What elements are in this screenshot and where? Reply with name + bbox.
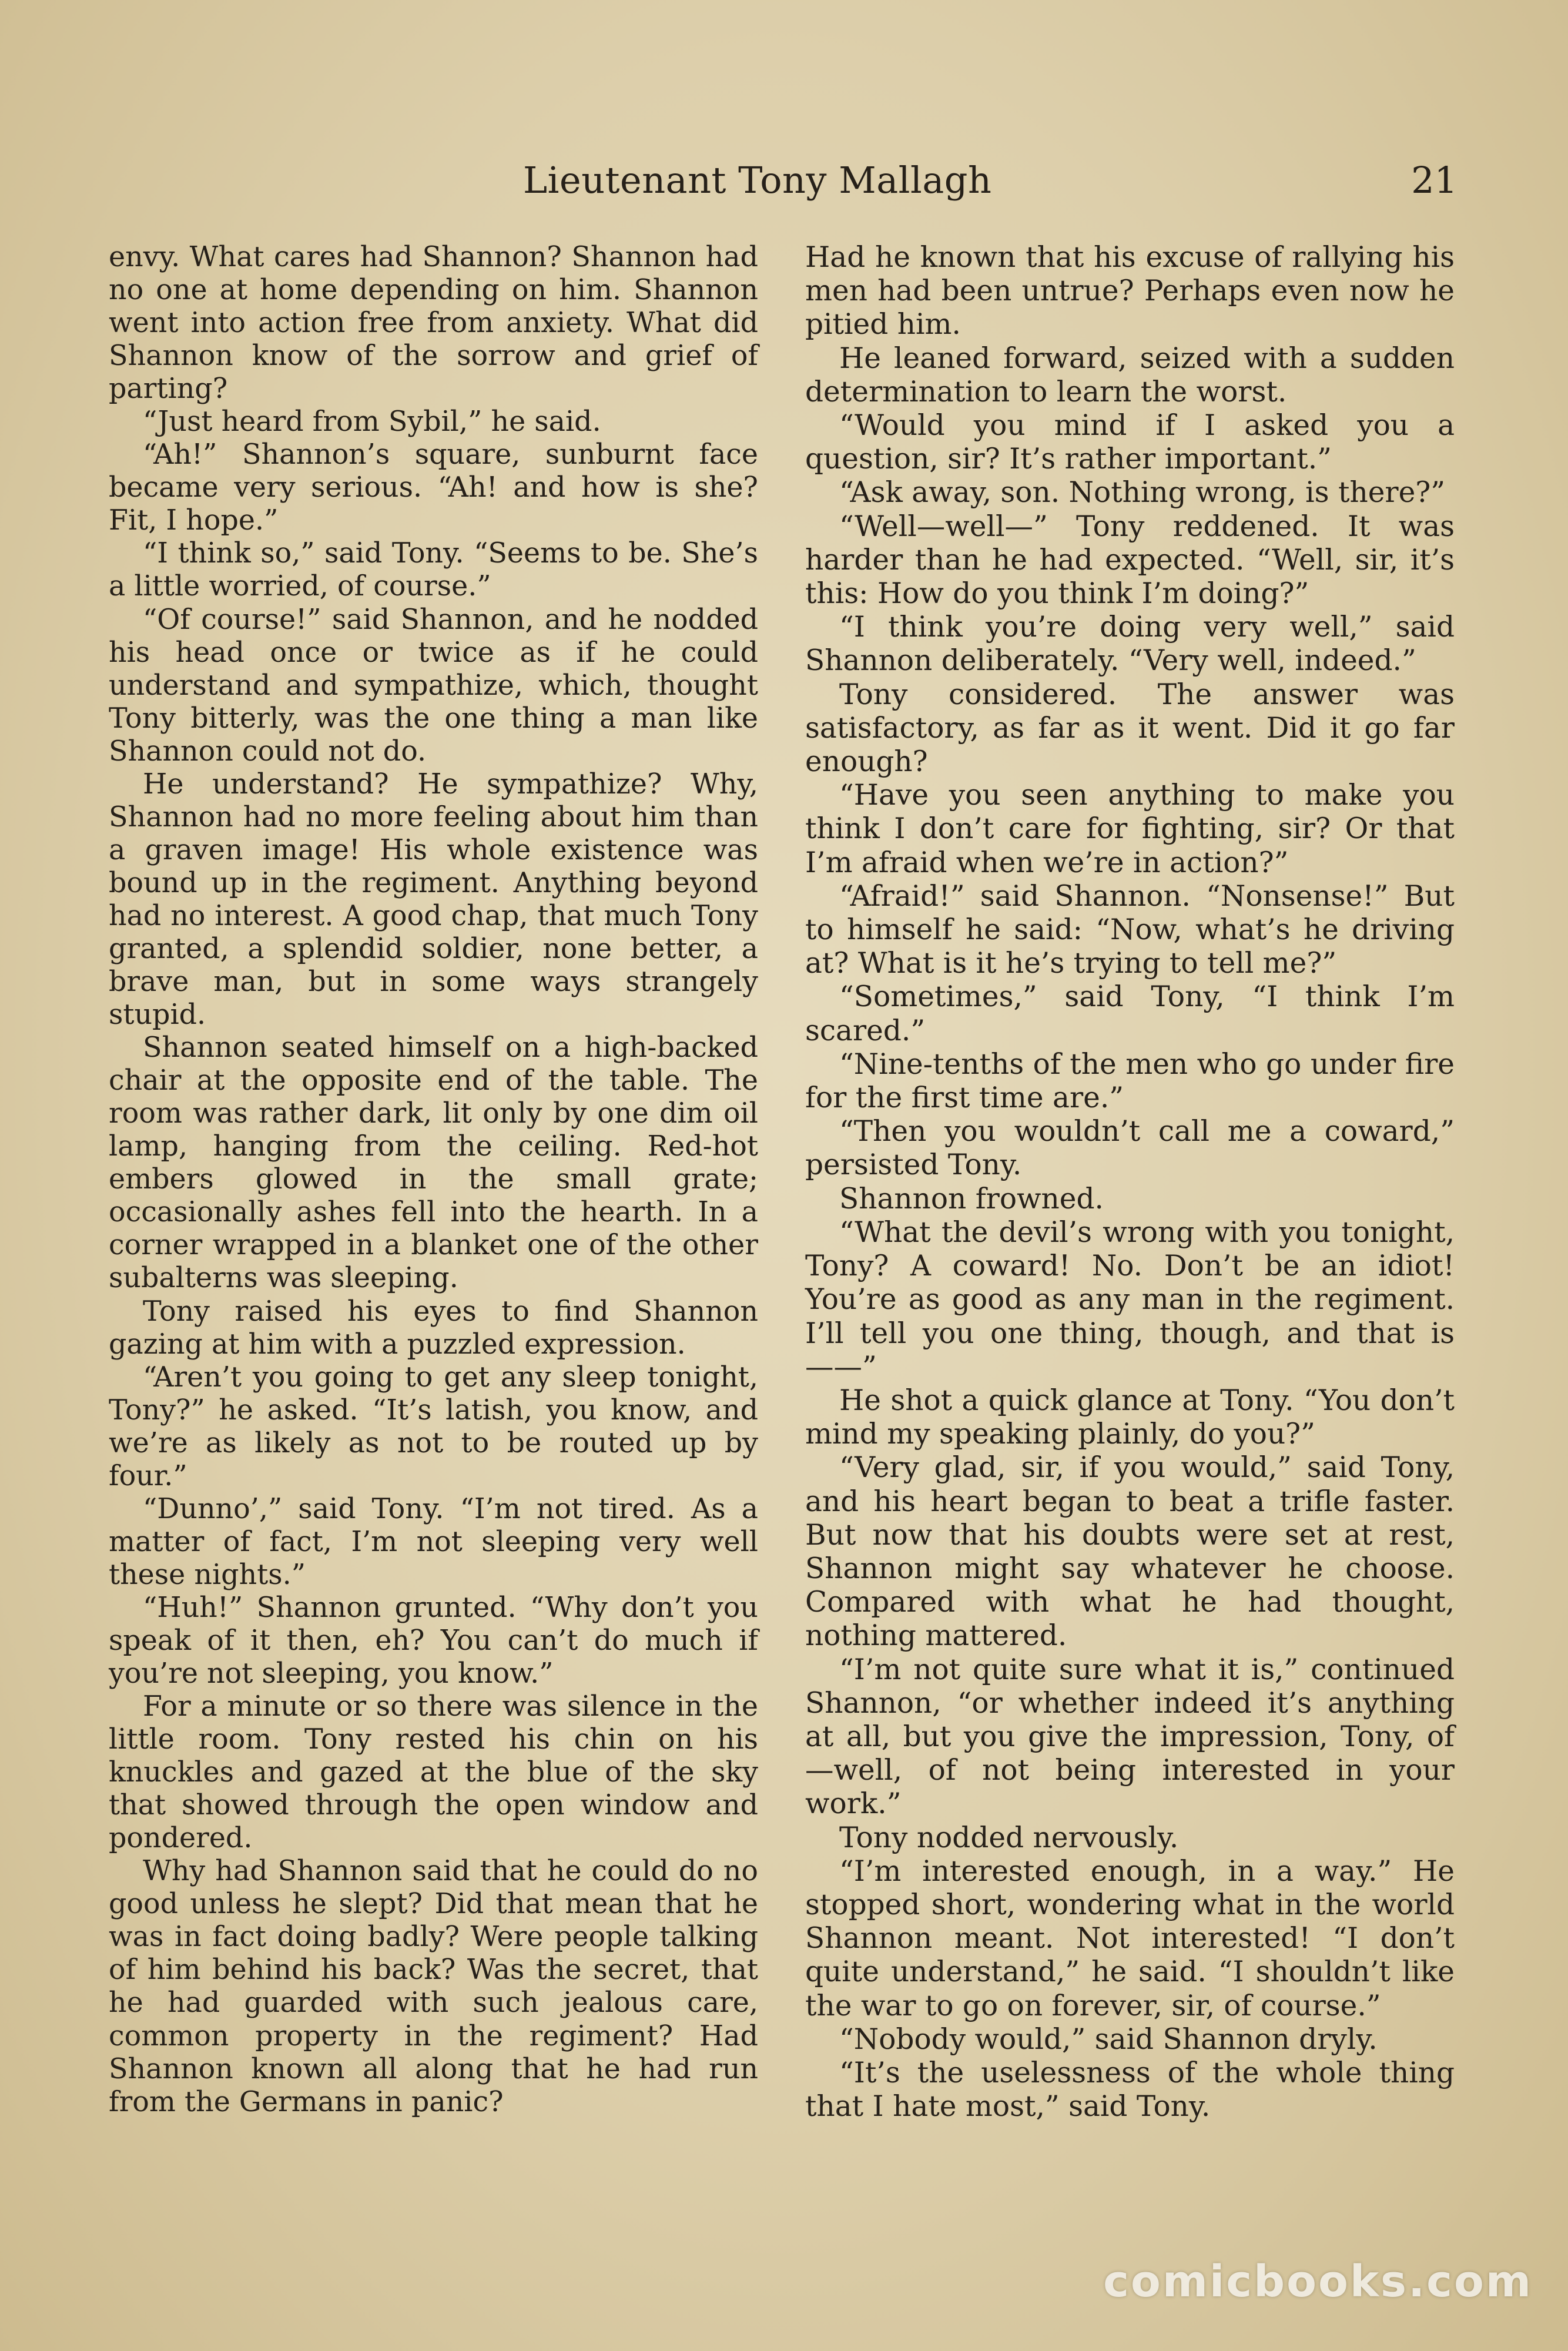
- paragraph: “I think you’re doing very well,” said Shannon deliberately. “Very well, indeed.”: [805, 611, 1455, 678]
- paragraph: envy. What cares had Shannon? Shannon had no one at home depending on him. Shannon went into action free from anxiety. What did Shannon know of the sorrow and grief of parting?: [109, 241, 758, 406]
- paragraph: Tony raised his eyes to find Shannon gazing at him with a puzzled expression.: [109, 1295, 758, 1361]
- paragraph: He shot a quick glance at Tony. “You don’t mind my speaking plainly, do you?”: [805, 1384, 1455, 1451]
- page-header: [112, 154, 1458, 207]
- paragraph: “I’m not quite sure what it is,” continued Shannon, “or whether indeed it’s anything at all, but you give the impression, Tony, of—well, of not being interested in your work.”: [805, 1653, 1455, 1821]
- paragraph: “Ask away, son. Nothing wrong, is there?”: [839, 476, 1446, 510]
- paragraph: “I’m interested enough, in a way.” He stopped short, wondering what in the world Shannon meant. Not interested! “I don’t quite understand,” he said. “I shouldn’t like the war to go on forever, sir, of course.”: [805, 1854, 1455, 2022]
- paragraph: “I think so,” said Tony. “Seems to be. She’s a little worried, of course.”: [109, 537, 758, 603]
- left-text-column: [109, 241, 758, 2119]
- paragraph: He leaned forward, seized with a sudden determination to learn the worst.: [805, 341, 1455, 408]
- paragraph: “Huh!” Shannon grunted. “Why don’t you speak of it then, eh? You can’t do much if you’re not sleeping, you know.”: [109, 1591, 758, 1690]
- watermark: comicbooks.com: [1103, 2256, 1533, 2307]
- page-number: 21: [1411, 159, 1458, 202]
- paragraph: “It’s the uselessness of the whole thing that I hate most,” said Tony.: [805, 2056, 1455, 2124]
- paragraph: “Just heard from Sybil,” he said.: [143, 406, 601, 438]
- paragraph: “Have you seen anything to make you think I don’t care for fighting, sir? Or that I’m afraid when we’re in action?”: [805, 779, 1455, 879]
- paragraph: “Then you wouldn’t call me a coward,” persisted Tony.: [805, 1115, 1455, 1182]
- paragraph: Shannon seated himself on a high-backed chair at the opposite end of the table. The room was rather dark, lit only by one dim oil lamp, hanging from the ceiling. Red-hot embers glowed in the small grate; occasionally ashes fell into the hearth. In a corner wrapped in a blanket one of the other subalterns was sleeping.: [109, 1032, 758, 1295]
- paragraph: Had he known that his excuse of rallying his men had been untrue? Perhaps even now he pitied him.: [805, 241, 1455, 341]
- paragraph: Shannon frowned.: [839, 1182, 1104, 1215]
- paragraph: “Afraid!” said Shannon. “Nonsense!” But to himself he said: “Now, what’s he driving at? What is it he’s trying to tell me?”: [805, 879, 1455, 980]
- paragraph: “Nobody would,” said Shannon dryly.: [839, 2022, 1378, 2056]
- paragraph: Why had Shannon said that he could do no good unless he slept? Did that mean that he was in fact doing badly? Were people talking of him behind his back? Was the secret, that he had guarded with such jealous care, common property in the regiment? Had Shannon known all along that he had run from the Germans in panic?: [109, 1855, 758, 2118]
- paragraph: “What the devil’s wrong with you tonight, Tony? A coward! No. Don’t be an idiot! You’re as good as any man in the regiment. I’ll tell you one thing, though, and that is——”: [805, 1215, 1455, 1384]
- right-text-column: [805, 241, 1455, 2124]
- paragraph: “Would you mind if I asked you a question, sir? It’s rather important.”: [805, 409, 1455, 476]
- paragraph: Tony nodded nervously.: [839, 1821, 1179, 1854]
- paragraph: He understand? He sympathize? Why, Shannon had no more feeling about him than a graven image! His whole existence was bound up in the regiment. Anything beyond had no interest. A good chap, that much Tony granted, a splendid soldier, none better, a brave man, but in some ways strangely stupid.: [109, 768, 758, 1032]
- paragraph: “Aren’t you going to get any sleep tonight, Tony?” he asked. “It’s latish, you know, and we’re as likely as not to be routed up by four.”: [109, 1361, 758, 1492]
- paragraph: “Well—well—” Tony reddened. It was harder than he had expected. “Well, sir, it’s this: How do you think I’m doing?”: [805, 510, 1455, 611]
- paragraph: Tony considered. The answer was satisfactory, as far as it went. Did it go far enough?: [805, 678, 1455, 779]
- paragraph: “Of course!” said Shannon, and he nodded his head once or twice as if he could understand and sympathize, which, thought Tony bitterly, was the one thing a man like Shannon could not do.: [109, 603, 758, 768]
- paragraph: “Ah!” Shannon’s square, sunburnt face became very serious. “Ah! and how is she? Fit, I hope.”: [109, 438, 758, 537]
- running-head: Lieutenant Tony Mallagh: [523, 159, 992, 202]
- paragraph: “Sometimes,” said Tony, “I think I’m scared.”: [805, 980, 1455, 1047]
- paragraph: “Nine-tenths of the men who go under fire for the first time are.”: [805, 1047, 1455, 1115]
- paragraph: “Very glad, sir, if you would,” said Tony, and his heart began to beat a trifle faster. But now that his doubts were set at rest, Shannon might say whatever he choose. Compared with what he had thought, nothing mattered.: [805, 1451, 1455, 1653]
- paragraph: For a minute or so there was silence in the little room. Tony rested his chin on his knuckles and gazed at the blue of the sky that showed through the open window and pondered.: [109, 1690, 758, 1855]
- paragraph: “Dunno’,” said Tony. “I’m not tired. As a matter of fact, I’m not sleeping very well these nights.”: [109, 1492, 758, 1591]
